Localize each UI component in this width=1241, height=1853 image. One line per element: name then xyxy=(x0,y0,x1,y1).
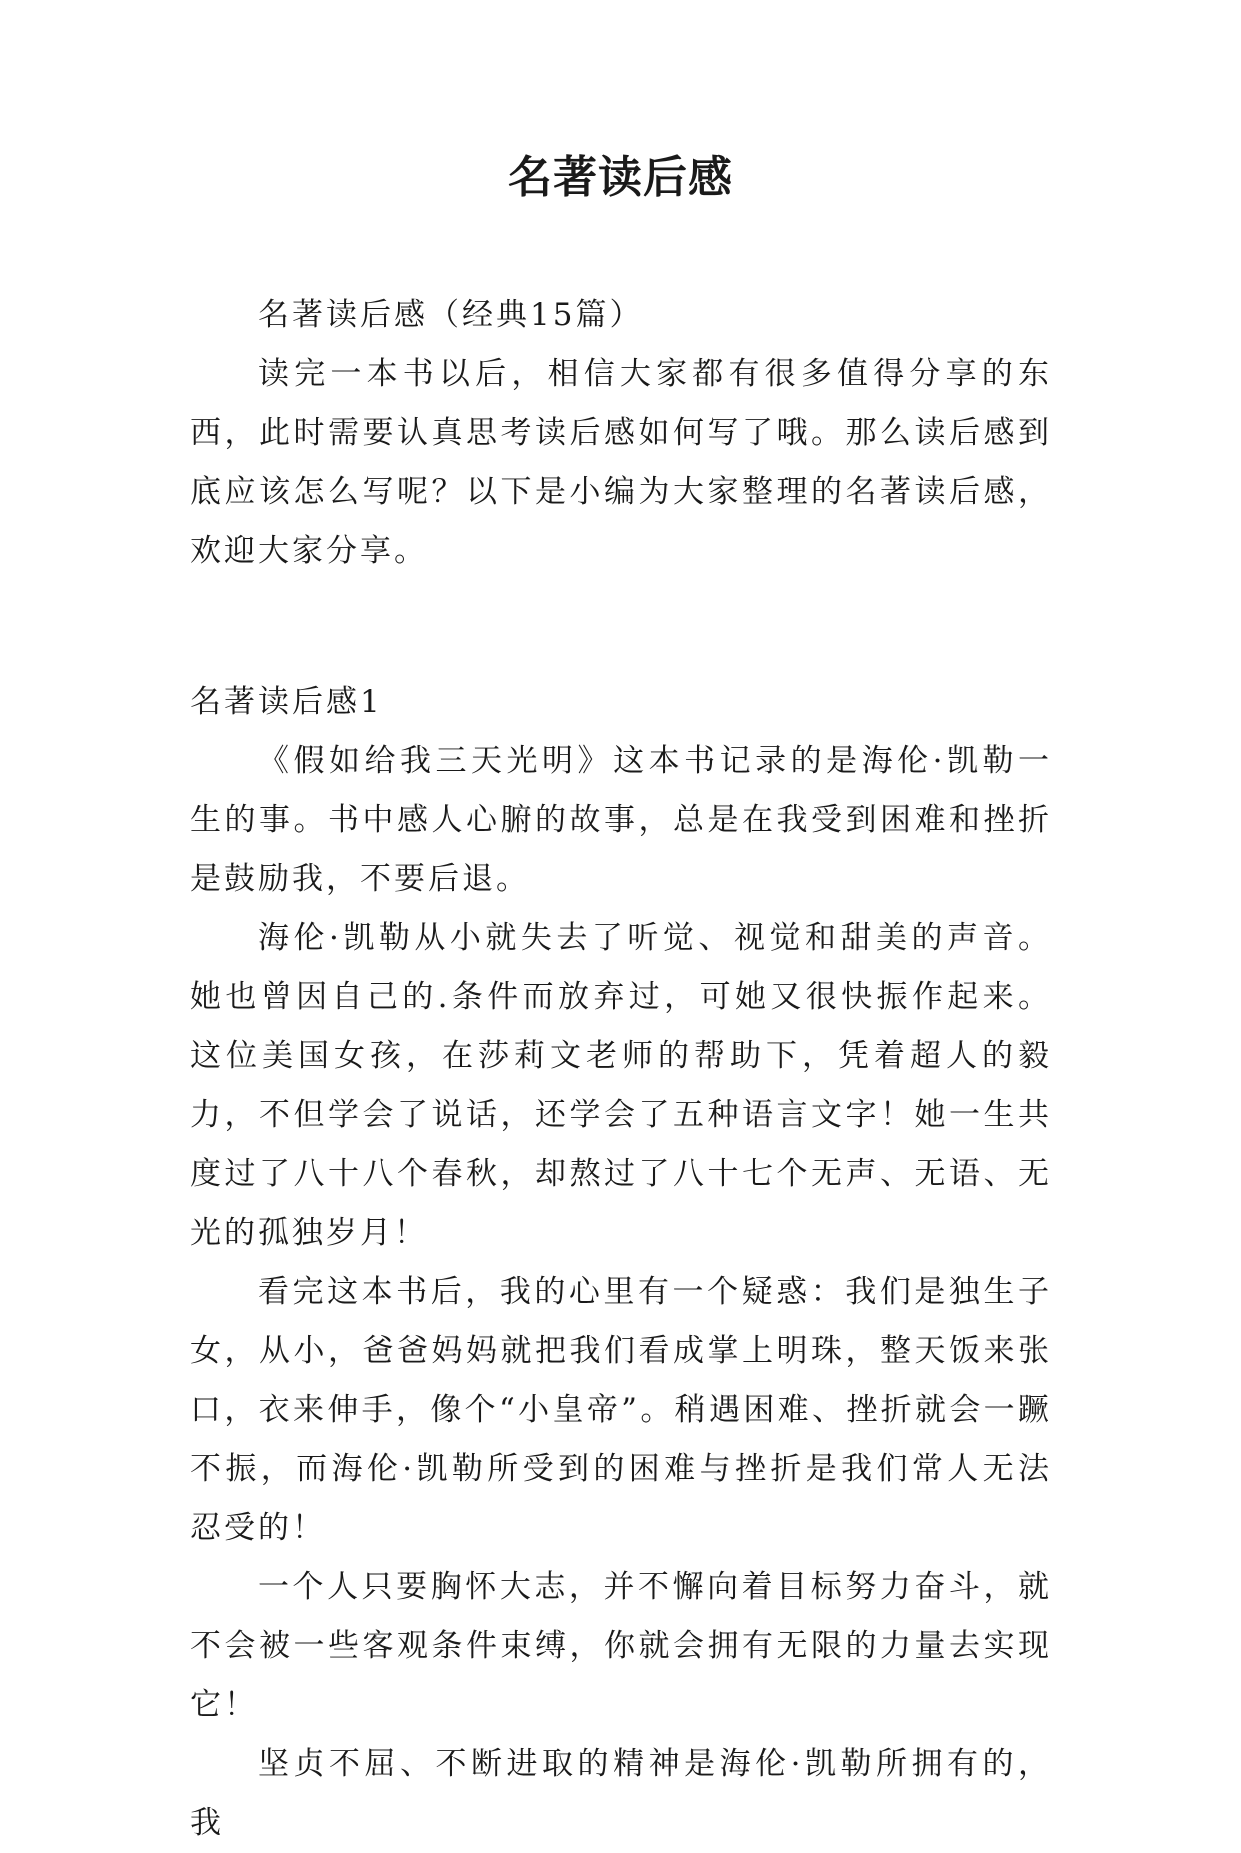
body-paragraph-1: 《假如给我三天光明》这本书记录的是海伦·凯勒一生的事。书中感人心腑的故事，总是在我受到困难和挫折是鼓励我，不要后退。 xyxy=(190,743,1052,897)
section-heading: 名著读后感1 xyxy=(190,684,383,720)
section-spacer xyxy=(190,581,1052,673)
body-paragraph-5: 坚贞不屈、不断进取的精神是海伦·凯勒所拥有的，我 xyxy=(190,1746,1052,1841)
body-paragraph-2: 海伦·凯勒从小就失去了听觉、视觉和甜美的声音。她也曾因自己的.条件而放弃过，可她又很快振作起来。这位美国女孩，在莎莉文老师的帮助下，凭着超人的毅力，不但学会了说话，还学会了五种语言文字！她一生共度过了八十八个春秋，却熬过了八十七个无声、无语、无光的孤独岁月！ xyxy=(190,920,1052,1251)
document-body xyxy=(190,286,1052,1853)
body-paragraph-3: 看完这本书后，我的心里有一个疑惑：我们是独生子女，从小，爸爸妈妈就把我们看成掌上明珠，整天饭来张口，衣来伸手，像个“小皇帝”。稍遇困难、挫折就会一蹶不振，而海伦·凯勒所受到的困难与挫折是我们常人无法忍受的！ xyxy=(190,1274,1052,1546)
body-paragraph-4: 一个人只要胸怀大志，并不懈向着目标努力奋斗，就不会被一些客观条件束缚，你就会拥有无限的力量去实现它！ xyxy=(190,1569,1052,1723)
article-subtitle: 名著读后感（经典15篇） xyxy=(258,297,644,333)
intro-paragraph: 读完一本书以后，相信大家都有很多值得分享的东西，此时需要认真思考读后感如何写了哦。那么读后感到底应该怎么写呢？以下是小编为大家整理的名著读后感，欢迎大家分享。 xyxy=(190,356,1052,569)
page-title: 名著读后感 xyxy=(508,152,733,203)
